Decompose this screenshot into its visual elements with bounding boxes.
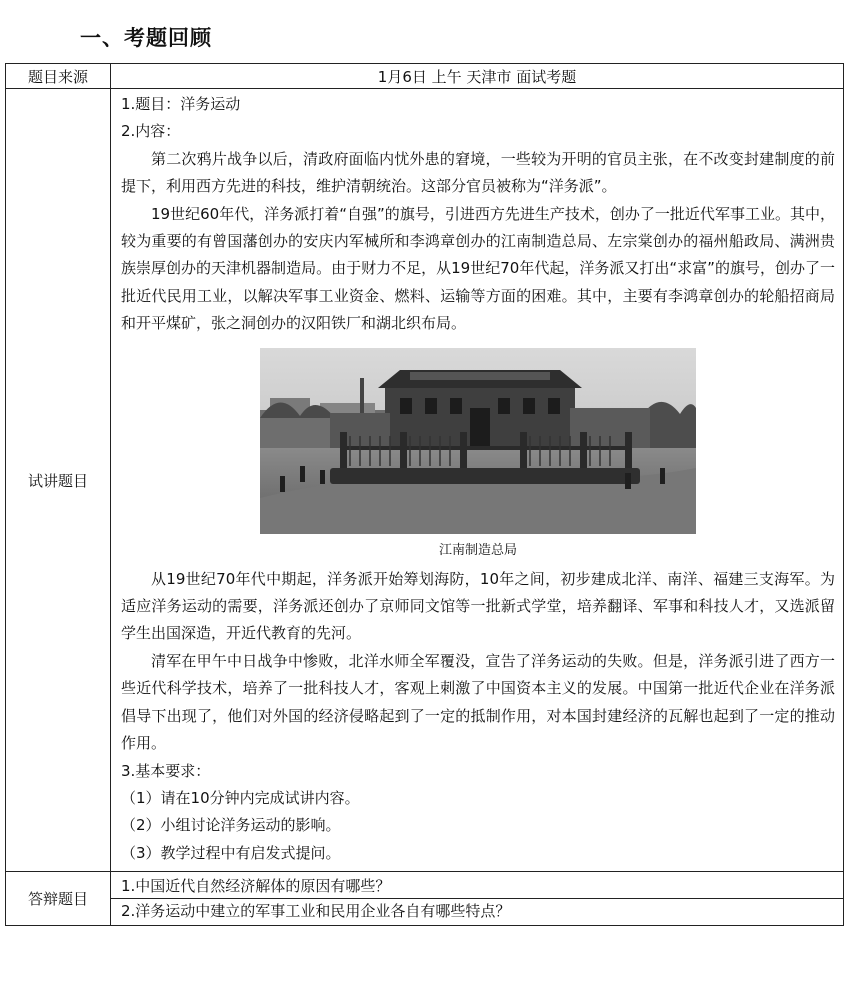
photo-block bbox=[121, 338, 835, 566]
section-title: 一、考题回顾 bbox=[80, 26, 212, 50]
content-label: 2.内容： bbox=[121, 122, 181, 141]
photo-caption: 江南制造总局 bbox=[438, 542, 517, 558]
paragraph-1: 第二次鸦片战争以后，清政府面临内忧外患的窘境，一些较为开明的官员主张，在不改变封建制度的前提下，利用西方先进的科技，维护清朝统治。这部分官员被称为“洋务派”。 bbox=[121, 149, 835, 196]
requirement-item: （2）小组讨论洋务运动的影响。 bbox=[121, 816, 341, 835]
lecture-title-line: 1.题目：洋务运动 bbox=[121, 95, 241, 113]
exam-table bbox=[5, 63, 844, 926]
source-row bbox=[6, 64, 844, 89]
lecture-label: 试讲题目 bbox=[6, 89, 111, 872]
defense-question-1: 1.中国近代自然经济解体的原因有哪些？ bbox=[121, 877, 391, 896]
lecture-content bbox=[111, 89, 843, 871]
requirement-item: （3）教学过程中有启发式提问。 bbox=[121, 843, 341, 862]
paragraph-2: 19世纪60年代，洋务派打着“自强”的旗号，引进西方先进生产技术，创办了一批近代军事工业。其中，较为重要的有曾国藩创办的安庆内军械所和李鸿章创办的江南制造总局、左宗棠创办的福州船政局、满洲贵族崇厚创办的天津机器制造局。由于财力不足，从19世纪70年代起，洋务派又打出“求富”的旗号，创办了一批近代民用工业，以解决军事工业资金、燃料、运输等方面的困难。其中，主要有李鸿章创办的轮船招商局和开平煤矿，张之洞创办的汉阳铁厂和湖北织布局。 bbox=[121, 204, 835, 333]
source-label: 题目来源 bbox=[6, 64, 111, 89]
defense-label: 答辩题目 bbox=[6, 872, 111, 926]
defense-cell bbox=[111, 872, 844, 926]
defense-question-2: 2.洋务运动中建立的军事工业和民用企业各自有哪些特点？ bbox=[121, 902, 511, 921]
requirements-label: 3.基本要求： bbox=[121, 761, 211, 780]
requirement-item: （1）请在10分钟内完成试讲内容。 bbox=[121, 788, 360, 807]
defense-questions bbox=[111, 872, 843, 925]
defense-row bbox=[6, 872, 844, 926]
paragraph-4: 清军在甲午中日战争中惨败，北洋水师全军覆没，宣告了洋务运动的失败。但是，洋务派引进了西方一些近代科学技术，培养了一批科技人才，客观上刺激了中国资本主义的发展。中国第一批近代企业在洋务派倡导下出现了，他们对外国的经济侵略起到了一定的抵制作用，对本国封建经济的瓦解也起到了一定的推动作用。 bbox=[121, 651, 835, 753]
lecture-row bbox=[6, 89, 844, 872]
lecture-cell bbox=[111, 89, 844, 872]
jiangnan-arsenal-photo bbox=[260, 348, 696, 534]
paragraph-3: 从19世纪70年代中期起，洋务派开始筹划海防，10年之间，初步建成北洋、南洋、福建三支海军。为适应洋务运动的需要，洋务派还创办了京师同文馆等一批新式学堂，培养翻译、军事和科技人才，又选派留学生出国深造，开近代教育的先河。 bbox=[121, 569, 835, 643]
source-value: 1月6日 上午 天津市 面试考题 bbox=[111, 64, 844, 89]
